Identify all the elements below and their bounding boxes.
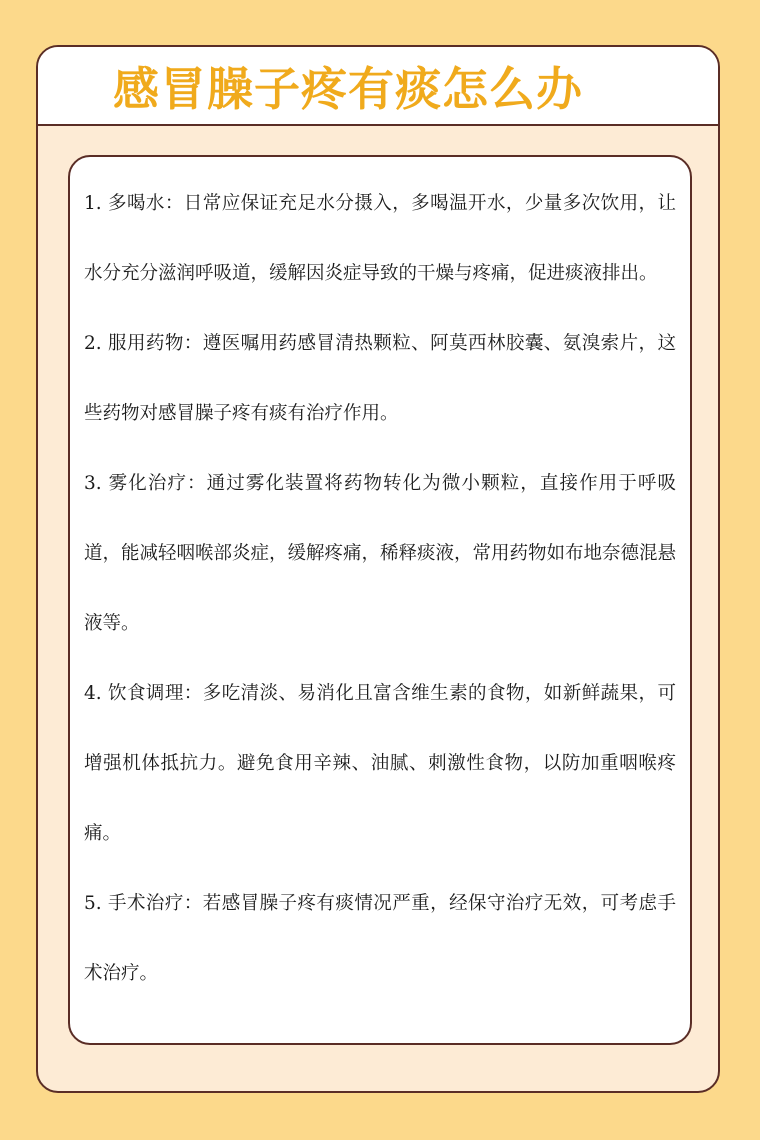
title-bar (38, 47, 718, 126)
item-number: 1. (84, 193, 102, 214)
item-text: 雾化治疗：通过雾化装置将药物转化为微小颗粒，直接作用于呼吸道，能减轻咽喉部炎症，缓解疼痛，稀释痰液，常用药物如布地奈德混悬液等。 (84, 473, 677, 634)
page-title: 感冒臊子疼有痰怎么办 (113, 61, 583, 116)
item-text: 手术治疗：若感冒臊子疼有痰情况严重，经保守治疗无效，可考虑手术治疗。 (84, 893, 676, 984)
list-item (84, 449, 676, 659)
item-number: 2. (84, 333, 102, 354)
item-text: 饮食调理：多吃清淡、易消化且富含维生素的食物，如新鲜蔬果，可增强机体抵抗力。避免食用辛辣、油腻、刺激性食物，以防加重咽喉疼痛。 (84, 683, 676, 844)
content-box (68, 155, 692, 1045)
list-item (84, 309, 676, 449)
list-item (84, 869, 676, 1009)
list-item (84, 659, 676, 869)
article-card (36, 45, 720, 1093)
list-item (84, 169, 676, 309)
item-text: 服用药物：遵医嘱用药感冒清热颗粒、阿莫西林胶囊、氨溴索片，这些药物对感冒臊子疼有痰有治疗作用。 (84, 333, 676, 424)
item-text: 多喝水：日常应保证充足水分摄入，多喝温开水，少量多次饮用，让水分充分滋润呼吸道，缓解因炎症导致的干燥与疼痛，促进痰液排出。 (84, 193, 676, 284)
item-number: 5. (84, 893, 102, 914)
item-number: 3. (84, 473, 102, 494)
item-number: 4. (84, 683, 102, 704)
